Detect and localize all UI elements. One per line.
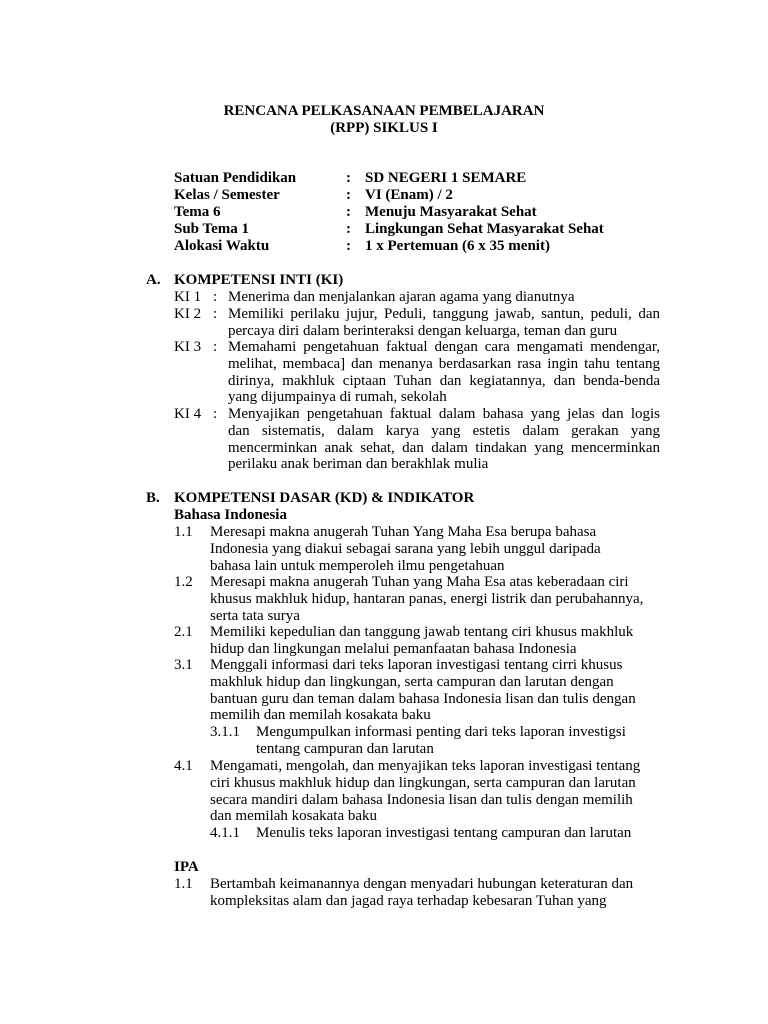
kd-line: Bertambah keimanannya dengan menyadari hubungan keteraturan dan <box>210 876 634 892</box>
kd-number: 3.1 <box>174 657 193 673</box>
ki-line: Memahami pengetahuan faktual dengan cara mengamati mendengar, <box>228 339 660 355</box>
ki-text <box>228 306 660 340</box>
section-letter: A. <box>146 272 161 288</box>
document-title: RENCANA PELKASANAAN PEMBELAJARAN <box>223 103 545 119</box>
kd-number: 2.1 <box>174 624 193 640</box>
indicator-text <box>256 724 660 758</box>
ki-colon: : <box>213 339 218 355</box>
kd-line: Meresapi makna anugerah Tuhan yang Maha Esa atas keberadaan ciri <box>210 574 629 590</box>
kd-number: 1.2 <box>174 574 193 590</box>
ki-text <box>228 339 660 406</box>
section-letter: B. <box>146 490 160 506</box>
indicator-item-3-1-1 <box>210 724 660 758</box>
subject-heading-ipa: IPA <box>174 859 199 875</box>
kd-item-1-1 <box>174 524 660 574</box>
identity-value: Menuju Masyarakat Sehat <box>365 204 537 220</box>
section-title: KOMPETENSI DASAR (KD) & INDIKATOR <box>174 490 475 506</box>
ki-line: mencerminkan anak sehat, dan dalam tindakan yang mencerminkan <box>228 439 660 456</box>
identity-value: 1 x Pertemuan (6 x 35 menit) <box>365 238 550 254</box>
kd-text <box>210 758 660 825</box>
identity-label: Kelas / Semester <box>174 187 280 203</box>
indicator-line: tentang campuran dan larutan <box>256 740 434 757</box>
kd-line: bahasa lain untuk memperoleh ilmu pengetahuan <box>210 557 505 574</box>
kd-line: Menggali informasi dari teks laporan investigasi tentang cirri khusus <box>210 657 623 673</box>
ki-number: KI 1 <box>174 289 202 305</box>
ki-item-4 <box>174 406 660 473</box>
ki-item-3 <box>174 339 660 406</box>
kd-line: serta tata surya <box>210 607 300 624</box>
ki-line: Menerima dan menjalankan ajaran agama yang dianutnya <box>228 289 575 305</box>
kd-number: 1.1 <box>174 876 193 892</box>
kd-item-1-2 <box>174 574 660 624</box>
document-subtitle: (RPP) SIKLUS I <box>330 120 438 136</box>
kd-line: Memiliki kepedulian dan tanggung jawab tentang ciri khusus makhluk <box>210 624 634 640</box>
kd-line: Indonesia yang diakui sebagai sarana yang lebih unggul daripada <box>210 540 601 557</box>
indicator-number: 4.1.1 <box>210 825 240 841</box>
kd-line: Meresapi makna anugerah Tuhan Yang Maha Esa berupa bahasa <box>210 524 597 540</box>
identity-colon: : <box>346 221 351 237</box>
ki-text <box>228 289 660 306</box>
identity-colon: : <box>346 204 351 220</box>
kd-line: dan memilah kosakata baku <box>210 808 378 825</box>
kd-line: memilih dan memilah kosakata baku <box>210 707 431 724</box>
indicator-number: 3.1.1 <box>210 724 240 740</box>
kd-line: makhluk hidup dan lingkungan, serta campuran dan larutan dengan <box>210 673 614 690</box>
identity-label: Tema 6 <box>174 204 221 220</box>
identity-label: Satuan Pendidikan <box>174 170 297 186</box>
ki-number: KI 3 <box>174 339 202 355</box>
kd-line: Mengamati, mengolah, dan menyajikan teks laporan investigasi tentang <box>210 758 641 774</box>
kd-line: khusus makhluk hidup, hantaran panas, energi listrik dan perubahannya, <box>210 590 644 607</box>
ki-number: KI 2 <box>174 306 202 322</box>
section-title: KOMPETENSI INTI (KI) <box>174 272 344 288</box>
kd-text <box>210 524 660 574</box>
identity-row-kelas <box>174 187 674 204</box>
kd-item-3-1 <box>174 657 660 724</box>
kd-text <box>210 657 660 724</box>
kd-text <box>210 624 660 658</box>
ki-line: dan sistematis, dalam karya yang estetis dalam gerakan yang <box>228 422 660 439</box>
kd-line: ciri khusus makhluk hidup dan lingkungan, serta campuran dan larutan <box>210 774 636 791</box>
identity-value: VI (Enam) / 2 <box>365 187 453 203</box>
ki-colon: : <box>213 406 218 422</box>
identity-colon: : <box>346 187 351 203</box>
ki-line: Memiliki perilaku jujur, Peduli, tanggung jawab, santun, peduli, dan <box>228 306 660 322</box>
indicator-text <box>256 825 660 842</box>
ki-text <box>228 406 660 473</box>
identity-colon: : <box>346 170 351 186</box>
ki-line: percaya diri dalam berinteraksi dengan keluarga, teman dan guru <box>228 322 618 339</box>
identity-label: Alokasi Waktu <box>174 238 270 254</box>
kd-number: 1.1 <box>174 524 193 540</box>
ki-line: perilaku anak beriman dan berakhlak mulia <box>228 456 489 473</box>
subject-heading-bahasa-indonesia: Bahasa Indonesia <box>174 507 287 523</box>
ki-item-2 <box>174 306 660 340</box>
identity-label: Sub Tema 1 <box>174 221 250 237</box>
ki-item-1 <box>174 289 660 306</box>
kd-item-4-1 <box>174 758 660 825</box>
kd-text <box>210 876 660 910</box>
ki-number: KI 4 <box>174 406 202 422</box>
ipa-kd-item-1-1 <box>174 876 660 910</box>
kd-line: hidup dan lingkungan melalui pemanfaatan bahasa Indonesia <box>210 640 577 657</box>
ki-line: yang dijumpainya di rumah, sekolah <box>228 389 447 406</box>
ki-colon: : <box>213 306 218 322</box>
ki-line: melihat, membaca] dan menanya berdasarkan rasa ingin tahu tentang <box>228 355 660 372</box>
ki-line: Menyajikan pengetahuan faktual dalam bahasa yang jelas dan logis <box>228 406 660 422</box>
ki-line: dirinya, makhluk ciptaan Tuhan dan kegiatannya, dan benda-benda <box>228 372 660 389</box>
kd-item-2-1 <box>174 624 660 658</box>
indicator-line: Menulis teks laporan investigasi tentang campuran dan larutan <box>256 825 632 841</box>
kd-line: kompleksitas alam dan jagad raya terhadap kebesaran Tuhan yang <box>210 892 607 909</box>
kd-line: bantuan guru dan teman dalam bahasa Indonesia lisan dan tulis dengan <box>210 690 636 707</box>
kd-text <box>210 574 660 624</box>
indicator-line: Mengumpulkan informasi penting dari teks laporan investigsi <box>256 724 626 740</box>
kd-line: secara mandiri dalam bahasa Indonesia lisan dan tulis dengan memilih <box>210 791 633 808</box>
identity-colon: : <box>346 238 351 254</box>
ki-colon: : <box>213 289 218 305</box>
kd-number: 4.1 <box>174 758 193 774</box>
identity-value: Lingkungan Sehat Masyarakat Sehat <box>365 221 604 237</box>
identity-value: SD NEGERI 1 SEMARE <box>365 170 527 186</box>
identity-row-alokasi <box>174 238 674 255</box>
identity-row-subtema <box>174 221 674 238</box>
identity-row-satuan <box>174 170 674 187</box>
indicator-item-4-1-1 <box>210 825 660 842</box>
identity-row-tema <box>174 204 674 221</box>
